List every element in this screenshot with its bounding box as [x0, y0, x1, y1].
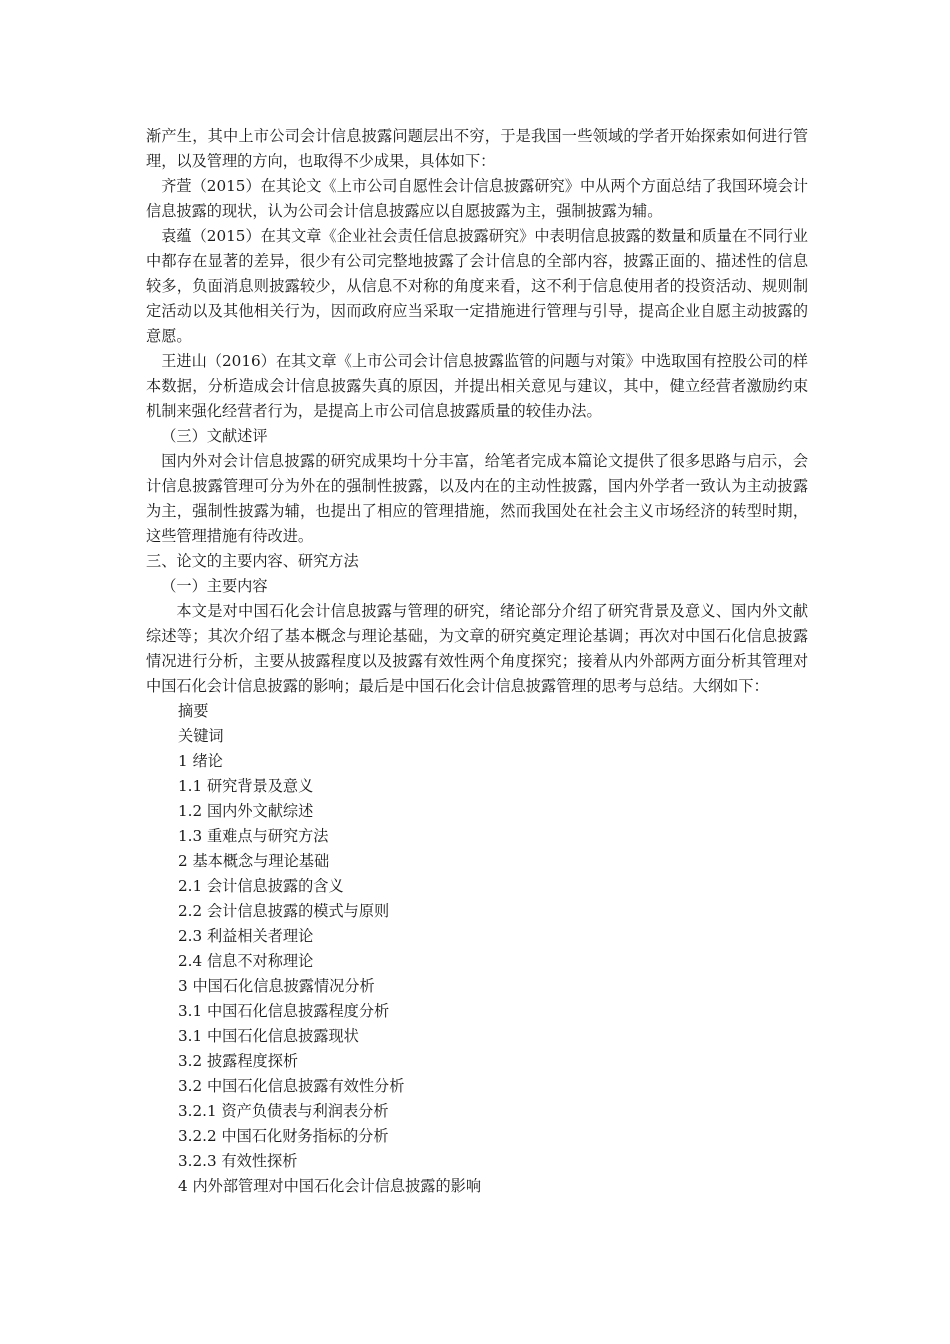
outline-item: 2 基本概念与理论基础: [178, 852, 330, 870]
outline-item: 1 绪论: [178, 752, 223, 770]
paragraph-qi-xuan: 齐萱（2015）在其论文《上市公司自愿性会计信息披露研究》中从两个方面总结了我国环境会计信息披露的现状，认为公司会计信息披露应以自愿披露为主，强制披露为辅。: [146, 177, 808, 220]
outline-item: 2.1 会计信息披露的含义: [178, 877, 344, 895]
outline-item: 4 内外部管理对中国石化会计信息披露的影响: [178, 1177, 482, 1195]
outline-item: 1.1 研究背景及意义: [178, 777, 314, 795]
outline-item: 关键词: [178, 727, 224, 745]
document-page: [146, 124, 808, 1199]
outline-item: 1.3 重难点与研究方法: [178, 827, 329, 845]
paragraph-main-content: 本文是对中国石化会计信息披露与管理的研究，绪论部分介绍了研究背景及意义、国内外文献综述等；其次介绍了基本概念与理论基础，为文章的研究奠定理论基调；再次对中国石化信息披露情况进行分析，主要从披露程度以及披露有效性两个角度探究；接着从内外部两方面分析其管理对中国石化会计信息披露的影响；最后是中国石化会计信息披露管理的思考与总结。大纲如下：: [146, 602, 808, 695]
outline-item: 3.2.2 中国石化财务指标的分析: [178, 1127, 389, 1145]
outline-item: 3.2 披露程度探析: [178, 1052, 299, 1070]
outline-list: [146, 699, 808, 1199]
outline-item: 摘要: [178, 702, 209, 720]
outline-item: 2.2 会计信息披露的模式与原则: [178, 902, 390, 920]
outline-item: 1.2 国内外文献综述: [178, 802, 314, 820]
outline-item: 3.1 中国石化信息披露现状: [178, 1027, 359, 1045]
paragraph-review: 国内外对会计信息披露的研究成果均十分丰富，给笔者完成本篇论文提供了很多思路与启示，会计信息披露管理可分为外在的强制性披露，以及内在的主动性披露，国内外学者一致认为主动披露为主，强制性披露为辅，也提出了相应的管理措施，然而我国处在社会主义市场经济的转型时期，这些管理措施有待改进。: [146, 452, 808, 545]
outline-item: 3.2.1 资产负债表与利润表分析: [178, 1102, 389, 1120]
outline-item: 3 中国石化信息披露情况分析: [178, 977, 375, 995]
outline-item: 3.2.3 有效性探析: [178, 1152, 298, 1170]
paragraph-yuan-yun: 袁蕴（2015）在其文章《企业社会责任信息披露研究》中表明信息披露的数量和质量在不同行业中都存在显著的差异，很少有公司完整地披露了会计信息的全部内容，披露正面的、描述性的信息较多，负面消息则披露较少，从信息不对称的角度来看，这不利于信息使用者的投资活动、规则制定活动以及其他相关行为，因而政府应当采取一定措施进行管理与引导，提高企业自愿主动披露的意愿。: [146, 227, 808, 345]
outline-item: 3.1 中国石化信息披露程度分析: [178, 1002, 390, 1020]
heading-main-content: （一）主要内容: [161, 577, 268, 595]
paragraph-intro-continuation: 渐产生，其中上市公司会计信息披露问题层出不穷，于是我国一些领域的学者开始探索如何进行管理，以及管理的方向，也取得不少成果，具体如下：: [146, 127, 808, 170]
outline-item: 2.4 信息不对称理论: [178, 952, 314, 970]
heading-literature-review: （三）文献述评: [161, 427, 268, 445]
outline-item: 3.2 中国石化信息披露有效性分析: [178, 1077, 405, 1095]
outline-item: 2.3 利益相关者理论: [178, 927, 314, 945]
paragraph-wang-jinshan: 王进山（2016）在其文章《上市公司会计信息披露监管的问题与对策》中选取国有控股公司的样本数据，分析造成会计信息披露失真的原因，并提出相关意见与建议，其中，健立经营者激励约束机制来强化经营者行为，是提高上市公司信息披露质量的较佳办法。: [146, 352, 808, 420]
heading-section-three: 三、论文的主要内容、研究方法: [146, 552, 359, 570]
